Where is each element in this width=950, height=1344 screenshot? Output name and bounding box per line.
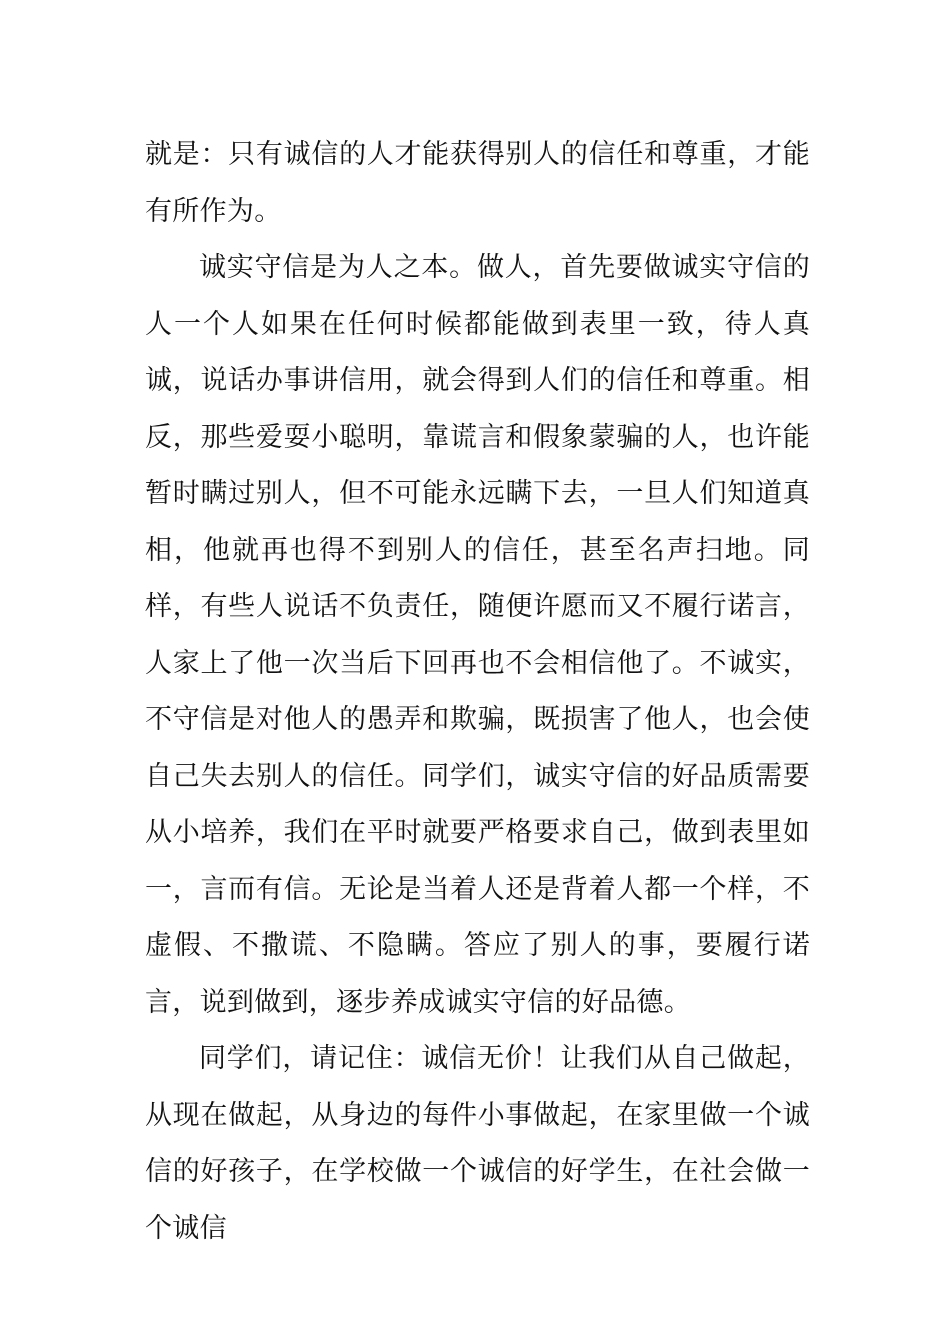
paragraph-1: 就是：只有诚信的人才能获得别人的信任和尊重，才能有所作为。 bbox=[145, 139, 810, 227]
paragraph-2: 诚实守信是为人之本。做人，首先要做诚实守信的人一个人如果在任何时候都能做到表里一致，待人真诚，说话办事讲信用，就会得到人们的信任和尊重。相反，那些爱耍小聪明，靠谎言和假象蒙骗的人，也许能暂时瞒过别人，但不可能永远瞒下去，一旦人们知道真相，他就再也得不到别人的信任，甚至名声扫地。同样，有些人说话不负责任，随便许愿而又不履行诺言，人家上了他一次当后下回再也不会相信他了。不诚实，不守信是对他人的愚弄和欺骗，既损害了他人，也会使自己失去别人的信任。同学们，诚实守信的好品质需要从小培养，我们在平时就要严格要求自己，做到表里如一，言而有信。无论是当着人还是背着人都一个样，不虚假、不撒谎、不隐瞒。答应了别人的事，要履行诺言，说到做到，逐步养成诚实守信的好品德。 bbox=[145, 252, 810, 1018]
paragraph-3: 同学们，请记住：诚信无价！让我们从自己做起，从现在做起，从身边的每件小事做起，在家里做一个诚信的好孩子，在学校做一个诚信的好学生，在社会做一个诚信 bbox=[145, 1043, 810, 1244]
document-body bbox=[145, 127, 810, 1257]
